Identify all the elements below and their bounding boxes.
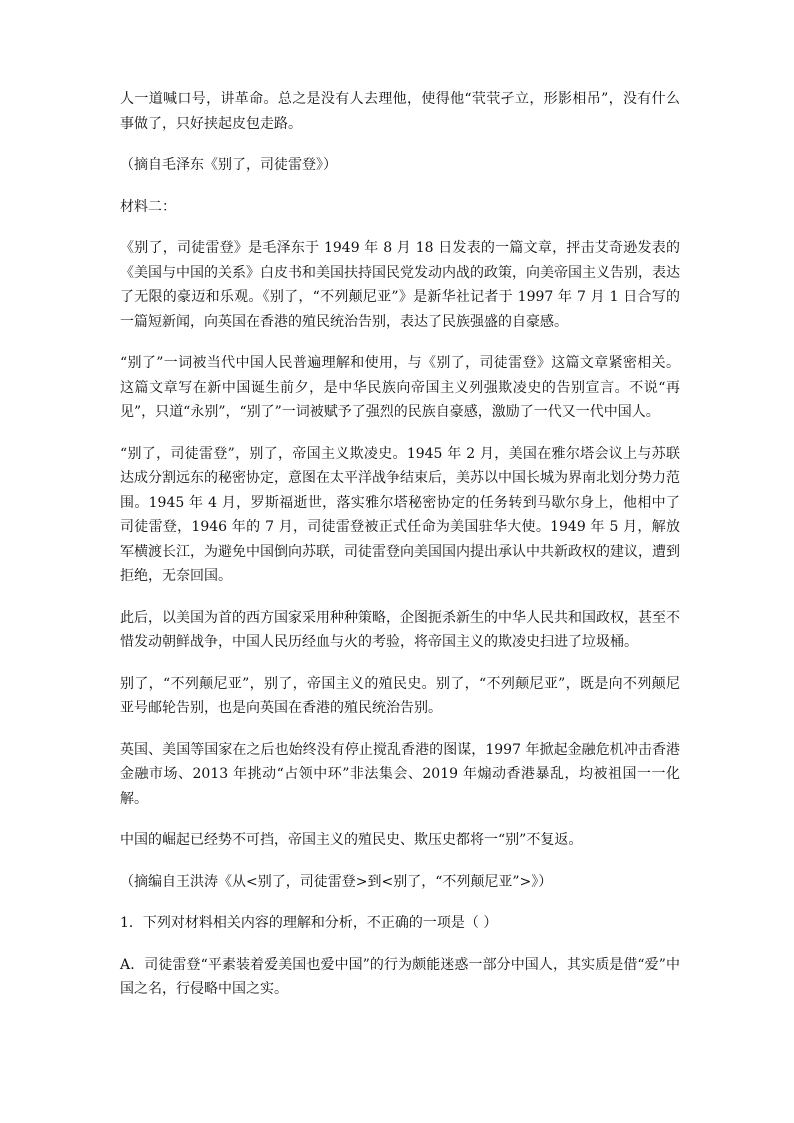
source-citation-1: （摘自毛泽东《别了，司徒雷登》） [120,157,337,173]
option-a: A．司徒雷登“平素装着爱美国也爱中国”的行为颇能迷惑一部分中国人，其实质是借“爱”中国之名，行侵略中国之实。 [120,956,680,997]
source-citation-2: （摘编自王洪涛《从<别了，司徒雷登>到<别了，“不列颠尼亚”>》） [120,873,553,890]
document-page [120,87,680,1019]
text-paragraph-bie-le: “别了”一词被当代中国人民普遍理解和使用，与《别了，司徒雷登》这篇文章紧密相关。这篇文章写在新中国诞生前夕，是中华民族向帝国主义列强欺凌史的告别宣言。不说“再见”，只道“永别”，“别了”一词被赋予了强烈的民族自豪感，激励了一代又一代中国人。 [120,355,680,420]
text-paragraph-stuart: “别了，司徒雷登”，别了，帝国主义欺凌史。1945 年 2 月，美国在雅尔塔会议上与苏联达成分割远东的秘密协定，意图在太平洋战争结束后，美苏以中国长城为界南北划分势力范围。1945 年 4 月，罗斯福逝世，落实雅尔塔秘密协定的任务转到马歇尔身上，他相中了司徒雷登，1946 年的 7 月，司徒雷登被正式任命为美国驻华大使。1949 年 5 月，解放军横渡长江，为避免中国倒向苏联，司徒雷登向美国国内提出承认中共新政权的建议，遭到拒绝，无奈回国。 [120,445,680,584]
material-two-heading: 材料二： [120,198,176,215]
text-paragraph-rise: 中国的崛起已经势不可挡，帝国主义的殖民史、欺压史都将一“别”不复返。 [120,832,583,848]
text-paragraph-britannia: 别了，“不列颠尼亚”，别了，帝国主义的殖民史。别了，“不列颠尼亚”，既是向不列颠尼亚号邮轮告别，也是向英国在香港的殖民统治告别。 [120,675,680,716]
text-paragraph-quote-end: 人一道喊口号，讲革命。总之是没有人去理他，使得他“茕茕孑立，形影相吊”，没有什么事做了，只好挟起皮包走路。 [120,91,680,132]
text-paragraph-hongkong: 英国、美国等国家在之后也始终没有停止搅乱香港的图谋，1997 年掀起金融危机冲击香港金融市场、2013 年挑动“占领中环”非法集会、2019 年煽动香港暴乱，均被祖国一一化解。 [120,741,680,807]
text-paragraph-aftermath: 此后，以美国为首的西方国家采用种种策略，企图扼杀新生的中华人民共和国政权，甚至不惜发动朝鲜战争，中国人民历经血与火的考验，将帝国主义的欺凌史扫进了垃圾桶。 [120,609,680,650]
text-paragraph-intro: 《别了，司徒雷登》是毛泽东于 1949 年 8 月 18 日发表的一篇文章，抨击艾奇逊发表的《美国与中国的关系》白皮书和美国扶持国民党发动内战的政策，向美帝国主义告别，表达了无限的豪迈和乐观。《别了，“不列颠尼亚”》是新华社记者于 1997 年 7 月 1 日合写的一篇短新闻，向英国在香港的殖民统治告别，表达了民族强盛的自豪感。 [120,240,680,330]
question-1: 1．下列对材料相关内容的理解和分析，不正确的一项是（ ） [120,915,498,931]
